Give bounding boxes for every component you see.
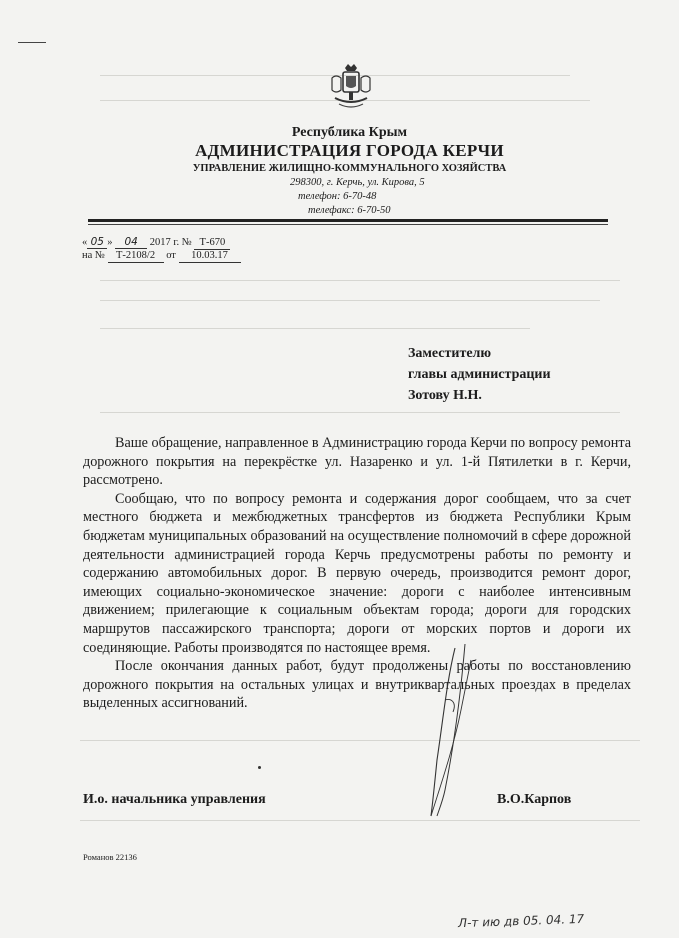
letter-body [83,434,631,713]
outgoing-registration [82,236,230,250]
margin-mark [18,42,46,43]
ref-date: 10.03.17 [179,250,241,263]
bleed-through-line [80,820,640,821]
reg-year-text: 2017 г. № [149,237,192,248]
addressee-line: главы администрации [408,367,551,382]
header-administration: АДМИНИСТРАЦИЯ ГОРОДА КЕРЧИ [195,141,504,160]
ref-number: Т-2108/2 [108,250,164,263]
reg-month: 04 [115,236,147,249]
coat-of-arms-icon [329,62,373,116]
bleed-through-line [100,280,620,281]
addressee-name: Зотову Н.Н. [408,388,482,403]
header-fax: телефакс: 6-70-50 [308,205,391,216]
header-republic: Республика Крым [291,125,408,140]
handwritten-note: Л-т ию дв 05. 04. 17 [457,911,585,931]
executor-note: Романов 22136 [83,852,137,862]
bleed-through-line [100,412,620,413]
header-rule-thick [88,219,608,222]
date-close-quote: » [107,237,113,248]
ink-dot [258,766,261,769]
body-paragraph: Ваше обращение, направленное в Администрацию города Керчи по вопросу ремонта дорожного покрытия на перекрёстке ул. Назаренко и ул. 1-й Пятилетки в г. Керчи, рассмотрено. [83,435,631,489]
signatory-name: В.О.Карпов [497,792,572,807]
ref-from: от [166,250,176,261]
incoming-reference [82,250,241,263]
handwritten-signature [395,640,505,820]
header-address: 298300, г. Керчь, ул. Кирова, 5 [290,177,425,188]
reg-day: 05 [87,236,107,249]
reg-number: Т-670 [194,237,230,250]
addressee-block [408,343,551,406]
bleed-through-line [100,300,600,301]
bleed-through-line [80,740,640,741]
header-department: УПРАВЛЕНИЕ ЖИЛИЩНО-КОММУНАЛЬНОГО ХОЗЯЙСТВА [192,163,507,174]
header-phone: телефон: 6-70-48 [298,191,377,202]
bleed-through-line [100,328,530,329]
header-rule-thin [88,224,608,225]
signatory-position: И.о. начальника управления [83,792,266,807]
addressee-line: Заместителю [408,346,492,361]
body-paragraph: После окончания данных работ, будут продолжены работы по восстановлению дорожного покрытия на остальных улицах и внутриквартальных проездах в пределах выделенных ассигнований. [83,658,631,712]
body-paragraph: Сообщаю, что по вопросу ремонта и содержания дорог сообщаем, что за счет местного бюджета и межбюджетных трансфертов из бюджета Республики Крым бюджетам муниципальных образований на осуществление полномочий в сфере дорожной деятельности администрацией города Керчь предусмотрены работы по ремонту и содержанию автомобильных дорог. В первую очередь, производится ремонт дорог, имеющих социально-экономическое значение: дороги с наиболее интенсивным движением; прилегающие к социальным объектам города; дороги для городских маршрутов пассажирского транспорта; дороги от морских портов и дороги их соединяющие. Работы производятся по настоящее время. [83,490,631,656]
date-open-quote: « [82,237,88,248]
ref-prefix: на № [82,250,105,261]
